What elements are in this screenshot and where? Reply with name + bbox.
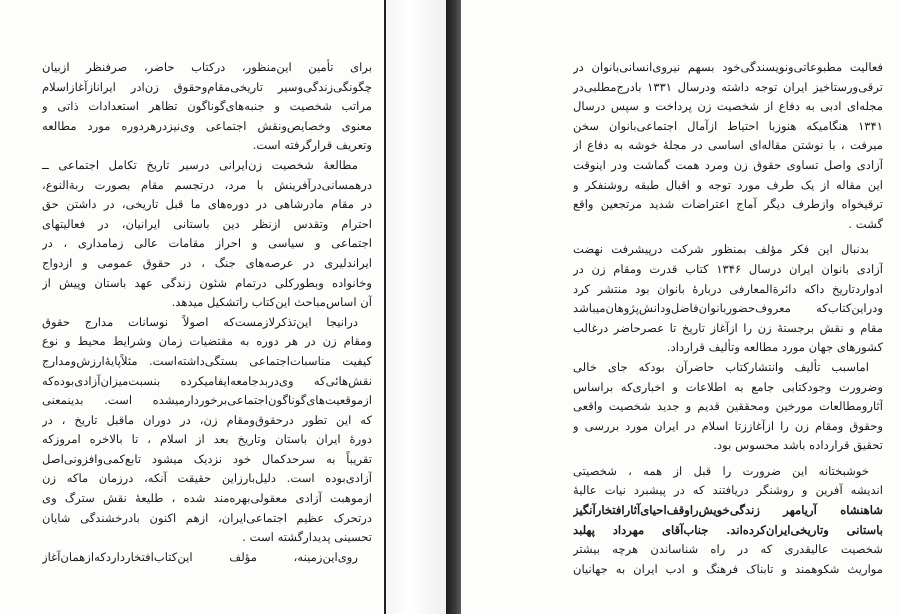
left-page-text	[42, 58, 372, 567]
text-line: مراتب شخصیت و جنبه‌های‌گوناگون تظاهر استعدادات ذاتی و	[42, 99, 372, 114]
text-line: ومقام زن در هر دوره به مقتضیات زمان وشرایط محیط و نوع	[42, 334, 372, 349]
text-line: میرفت ، با نوشتن مقاله‌ای اساسی در مجلهٔ خوشه به دفاع از	[573, 138, 883, 153]
left-page	[0, 0, 384, 614]
text-line: وضرورت وجودکتابی جامع به اطلاعات و اخباری‌که براساس	[573, 379, 883, 394]
text-line: درتحرک عظیم اجتماعی‌ایران، ازهم اکنون بادرخشندگی شایان	[42, 510, 372, 525]
text-line: ازموقعیت‌های‌گوناگون‌اجتماعی‌برخوردارمیشده است. بدینمعنی	[42, 393, 372, 408]
text-line: برای تأمین این‌منظور، درکتاب حاضر، صرفنظر ازبیان	[42, 60, 372, 74]
text-line: ادواردتاریخ داکه دائرةالمعارفی دربارهٔ بانوان بود منتشر کرد	[573, 281, 883, 296]
text-line: تحقیق قرارداده باشد محسوس بود.	[713, 438, 883, 453]
text-line: مواریث شکوهمند و تابناک فرهنگ و ادب ایران به جهانیان	[573, 561, 883, 576]
text-line: درهمسانی‌درآفرینش با مرد، درتجسم مقام بصورت ربةالنوع،	[42, 177, 372, 192]
text-line: در مقام مادرشاهی در دوره‌های ما قبل تاریخی، در داشتن حق	[42, 197, 372, 212]
text-line: فعالیت مطبوعاتی‌ونویسندگی‌خود بسهم نیروی‌انسانی‌بانوان در	[573, 60, 883, 74]
text-line: این مقاله از یک طرف مورد توجه و اقبال طبقه روشنفکر و	[573, 177, 883, 192]
text-line: اندیشه آفرین و روشنگر دریافتند که در پیشبرد نیات عالیهٔ	[573, 483, 883, 498]
text-line: ترقیخواه وازطرف دیگر آماج اعتراضات شدید مرتجعین واقع	[573, 197, 883, 212]
text-line: آن اساس‌مباحث این‌کتاب راتشکیل میدهد.	[171, 295, 372, 310]
text-line: اماسبب تألیف وانتشارکتاب حاضر‌آن بودکه جای خالی	[573, 359, 869, 374]
text-line: آزادی بانوان ایران درسال ۱۳۴۶ کتاب قدرت ومقام زن در	[573, 261, 883, 276]
text-line: مجله‌ای ادبی به دفاع از شخصیت زن پرداخت و سپس درسال	[573, 99, 883, 114]
text-line: باستانی وتاریخی‌ایران‌کرده‌اند. جناب‌آقای مهرداد پهلبد	[573, 522, 883, 537]
right-page-text	[573, 58, 883, 579]
text-line: درانیجا این‌تذکرلازمست‌که اصولاً نوسانات مدارج حقوق	[42, 314, 358, 329]
text-line: معنوی وخصایص‌ونقش اجتماعی وی‌نیزدرهردوره مورد مطالعه	[42, 118, 372, 133]
text-line: اجتماعی و سیاسی و احراز مقامات عالی زمامداری ، در	[42, 236, 372, 251]
gutter-margin	[386, 0, 446, 614]
text-line: دورهٔ ایران باستان وتاریخ بعد از اسلام ، تا بالاخره امروزکه	[42, 432, 372, 447]
text-line: که این تطور درحقوق‌ومقام زن، در دوران ماقبل تاریخ ، در	[42, 412, 372, 427]
text-line: تقریباً به سرحدکمال خود نزدیک میشود تابع‌کمی‌وافزونی‌اصل	[42, 451, 372, 466]
text-line: تحسینی پدیدارگشته است .	[242, 530, 372, 545]
text-line: ایراندلیری در عرصه‌های جنگ ، در حقوق عمومی و ازدواج	[42, 255, 372, 270]
text-line: بدنبال این فکر مؤلف بمنظور شرکت درپیشرفت نهضت	[573, 242, 869, 257]
text-line: گشت .	[848, 216, 883, 231]
text-line: مطالعهٔ شخصیت زن‌ایرانی درسیر تاریخ تکامل اجتماعی ــ	[42, 157, 358, 172]
text-line: چگونگی‌زندگی‌وسیر تاریخی‌مقام‌وحقوق زن‌ادر ایرانازآغازاسلام	[42, 79, 372, 94]
text-line: وحقوق ومقام زن را ازآغاززتا اسلام در ایران مورد بررسی و	[573, 418, 883, 433]
text-line: آزادی‌بوده است. دلیل‌بارزاین حقیقت آنکه، درزمان ماکه زن	[42, 471, 372, 486]
text-line: ۱۳۴۱ هنگامیکه هنوزبا احتیاط ازآمال اجتماعی‌بانوان سخن	[573, 118, 883, 133]
text-line: ازموهبت آزادی معقولی‌بهره‌مند شده ، طلیعهٔ نقش سترگ وی	[42, 491, 372, 506]
text-line: روی‌این‌زمینه، مؤلف این‌کتاب‌افتخارداردکه‌ازهمان‌آغاز	[42, 549, 358, 564]
text-line: شاهنشاه آریامهر زندگی‌خویش‌راوقف‌احیای‌آثارافتخارآنگیز	[573, 503, 883, 518]
text-line: وتعریف قرارگرفته است.	[252, 138, 372, 153]
text-line: آزادی واصل تساوی حقوق زن ومرد همت گماشت ودر اینوقت	[573, 157, 883, 172]
text-line: ودراین‌کتاب‌که معروف‌حضور‌بانوان‌فاضل‌ودانش‌پژوهان‌میباشد	[573, 301, 883, 316]
text-line: احترام وتقدس ازنظر دین باستانی ایرانیان، در فعالیتهای	[42, 216, 372, 231]
text-line: وخانواده وبطورکلی درتمام شئون زندگی عهد باستان وپیش از	[42, 275, 372, 290]
text-line: کیفیت مناسبات‌اجتماعی بستگی‌داشته‌است. مثلاًپایهٔ‌ارزش‌ومدارج	[42, 353, 372, 368]
text-line: نقش‌هائی‌که وی‌دربدجامعه‌ایفامیکرده بنسبت‌میزان‌آزادی‌بوده‌که	[42, 373, 372, 388]
book-spine-shadow	[446, 0, 461, 614]
text-line: ترقی‌ورستاخیز ایران توجه داشته ودرسال ۱۳۳۱ بادرج‌مطلبی‌در	[573, 79, 883, 94]
text-line: شخصیت عالیقدری که در راه شناساندن هرچه بیشتر	[573, 542, 883, 557]
text-line: کشورهای جهان مورد مطالعه وتألیف قرارداد.	[666, 340, 883, 355]
text-line: مقام و نقش برجستهٔ زن را ازآغاز تاریخ تا عصرحاضر درغالب	[573, 320, 883, 335]
right-page	[461, 0, 899, 614]
text-line: خوشبختانه این ضرورت را قبل از همه ، شخصیتی	[573, 463, 869, 478]
text-line: آثارومطالعات مورخین ومحققین قدیم و جدید شخصیت واقعی	[573, 399, 883, 414]
